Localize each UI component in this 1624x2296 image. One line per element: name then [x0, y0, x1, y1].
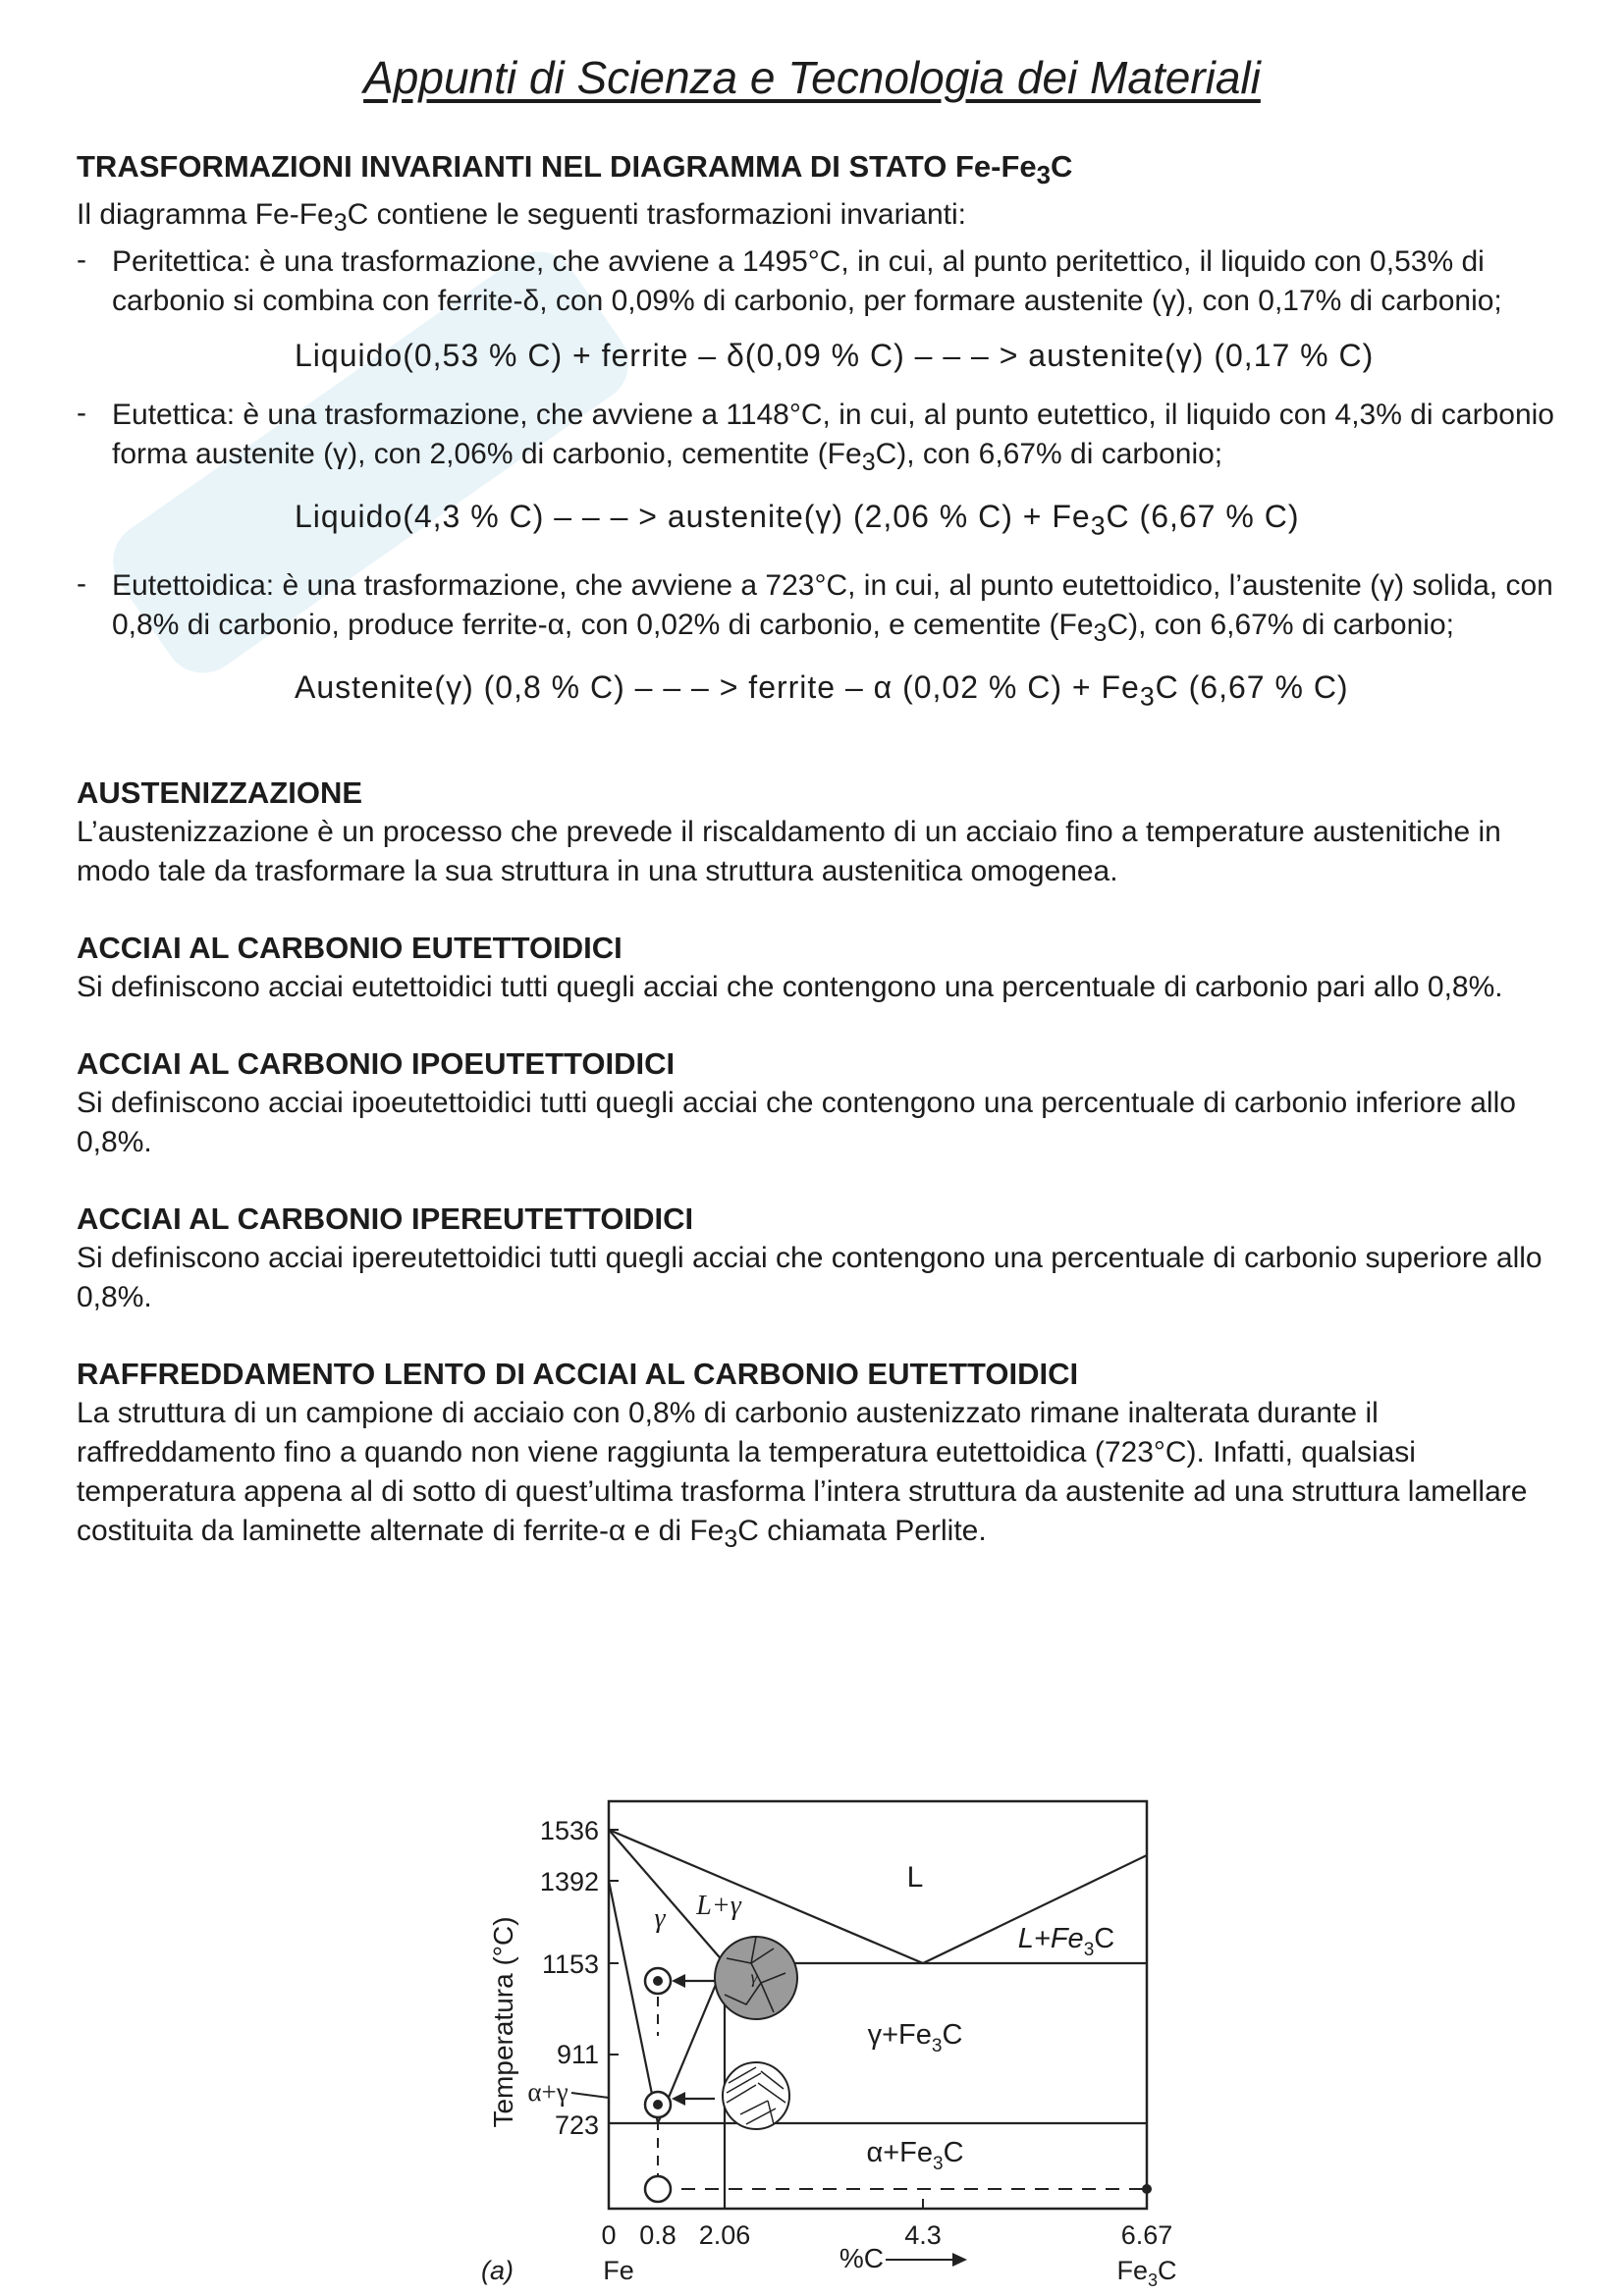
section-eutectoid-steels	[77, 929, 1569, 1007]
section-heading: ACCIAI AL CARBONIO IPEREUTETTOIDICI	[77, 1201, 694, 1236]
document-body	[77, 147, 1569, 1559]
y-tick-label: 1536	[539, 1816, 599, 1845]
region-label-alpha-Fe3C: $\alpha+Fe_3C$	[866, 2137, 964, 2174]
x-left-label: Fe	[603, 2256, 634, 2285]
paragraph: Si definiscono acciai ipoeutettoidici tutti quegli acciai che contengono una percentuale di carbonio inferiore allo 0,8%.	[77, 1086, 1516, 1158]
region-label-L-Fe3C: $L+Fe_3C$	[1017, 1923, 1115, 1960]
y-tick-label: 1153	[541, 1949, 599, 1979]
paragraph: Si definiscono acciai ipereutettoidici tutti quegli acciai che contengono una percentuale di carbonio superiore allo 0,8%.	[77, 1241, 1543, 1313]
figure-caption: (a)	[481, 2256, 514, 2285]
formula-eutectic: Liquido(4,3 % C) – – – > austenite(γ) (2,06 % $C) + Fe_3C$ (6,67 % C)	[295, 499, 1300, 541]
formula-eutectoid: Austenite(γ) (0,8 % C) – – – > ferrite – α (0,02 % $C) + Fe_3C$ (6,67 % C)	[295, 668, 1349, 711]
x-tick-label: 2.06	[698, 2220, 751, 2250]
x-tick-label: 4.3	[904, 2220, 942, 2250]
pearlite-microstructure	[723, 2062, 789, 2129]
section-austenitization	[77, 774, 1569, 891]
y-tick-label: 723	[554, 2110, 599, 2140]
region-label-L: L	[906, 1861, 924, 1894]
state-point-end	[1142, 2184, 1152, 2194]
x-tick-label: 6.67	[1120, 2220, 1173, 2250]
grain-gamma-label: γ	[750, 1967, 758, 1987]
x-axis-label: %C	[839, 2243, 884, 2273]
state-point-eutectoid	[645, 2092, 671, 2117]
region-label-gamma: γ	[654, 1903, 666, 1934]
paragraph: L’austenizzazione è un processo che prevede il riscaldamento di un acciaio fino a temperature austenitiche in modo tale da trasformare la sua struttura in una struttura austenitica omogenea.	[77, 815, 1501, 887]
paragraph: Si definiscono acciai eutettoidici tutti quegli acciai che contengono una percentuale di carbonio pari allo 0,8%.	[77, 970, 1503, 1003]
section-invariant-transformations	[77, 147, 1569, 719]
page-title: Appunti di Scienza e Tecnologia dei Materiali	[363, 52, 1261, 103]
section-hypereutectoid-steels	[77, 1200, 1569, 1317]
list-item-eutectic: - Eutettica: è una trasformazione, che avviene a 1148°C, in cui, al punto eutettico, il liquido con 4,3% di carbonio forma austenite (γ), con 2,06% di carbonio, cementite $(Fe_3C)$, con 6,67% di carbonio;	[77, 397, 1554, 477]
y-tick-label: 911	[556, 2040, 599, 2069]
x-axis-arrowhead	[952, 2253, 967, 2267]
alpha-gamma-pointer	[571, 2093, 609, 2098]
y-axis-label: Temperatura (°C)	[488, 1916, 518, 2128]
list-item-eutectoid: - Eutettoidica: è una trasformazione, che avviene a 723°C, in cui, al punto eutettoidico, l’austenite (γ) solida, con 0,8% di carbonio, produce ferrite-α, con 0,02% di carbonio, e cementite $(Fe_3C)$, con 6,67% di carbonio;	[77, 566, 1553, 647]
formula-peritectic: Liquido(0,53 % C) + ferrite – δ(0,09 % C) – – – > austenite(γ) (0,17 % C)	[295, 338, 1375, 374]
state-point-pearlite	[645, 2176, 671, 2202]
x-tick-label: 0	[601, 2220, 617, 2250]
alpha-gamma-label: α+γ	[527, 2077, 568, 2107]
x-tick-label: 0.8	[639, 2220, 677, 2250]
section-heading: ACCIAI AL CARBONIO IPOEUTETTOIDICI	[77, 1045, 676, 1081]
fe-fe3c-phase-diagram	[461, 1777, 1227, 2287]
section-heading: TRASFORMAZIONI INVARIANTI NEL DIAGRAMMA DI STATO $Fe-Fe_3C$	[77, 149, 1073, 190]
section-hypoeutectoid-steels	[77, 1044, 1569, 1162]
y-tick-label: 1392	[539, 1867, 599, 1896]
section-heading: ACCIAI AL CARBONIO EUTETTOIDICI	[77, 930, 623, 965]
region-label-L-gamma: L+γ	[696, 1891, 741, 1921]
region-label-gamma-Fe3C: $\gamma+Fe_3C$	[867, 2019, 963, 2056]
section-slow-cooling	[77, 1355, 1569, 1559]
transformation-list	[77, 242, 1569, 321]
section-heading: AUSTENIZZAZIONE	[77, 774, 363, 810]
state-point-austenite	[645, 1968, 671, 1994]
intro-text: Il diagramma $Fe-Fe_3C$ contiene le seguenti trasformazioni invarianti:	[77, 198, 966, 238]
list-item-peritectic: - Peritettica: è una trasformazione, che avviene a 1495°C, in cui, al punto peritettico, il liquido con 0,53% di carbonio si combina con ferrite-δ, con 0,09% di carbonio, per formare austenite (γ), con 0,17% di carbonio;	[77, 243, 1502, 318]
paragraph: La struttura di un campione di acciaio con 0,8% di carbonio austenizzato rimane inalterata durante il raffreddamento fino a quando non viene raggiunta la temperatura eutettoidica (723°C). Infatti, qualsiasi temperatura appena al di sotto di quest’ultima trasforma l’intera struttura da austenite ad una struttura lamellare costituita da laminette alternate di ferrite-α e di $Fe_3C$ chiamata Perlite.	[77, 1396, 1528, 1553]
x-right-label: $Fe_3C$	[1116, 2256, 1177, 2287]
section-heading: RAFFREDDAMENTO LENTO DI ACCIAI AL CARBONIO EUTETTOIDICI	[77, 1356, 1079, 1391]
austenite-grain-microstructure	[715, 1937, 797, 2019]
